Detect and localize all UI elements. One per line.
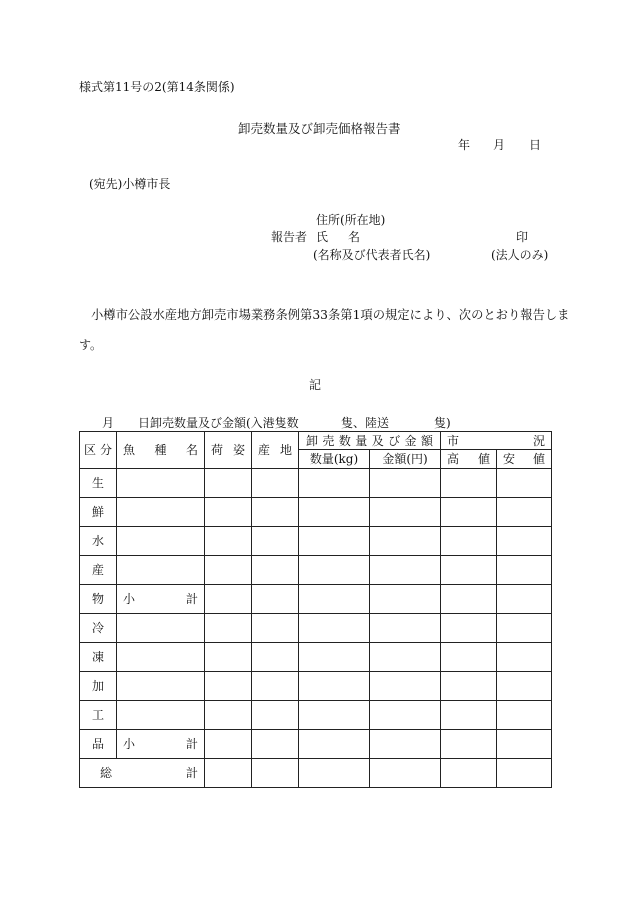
header-amount: 金額(円) (370, 450, 441, 469)
frozen-origin-cell (252, 672, 299, 701)
total-cell (370, 759, 441, 788)
fresh-low-cell (497, 469, 552, 498)
frozen-fish-cell (117, 643, 205, 672)
date-month: 月 (493, 138, 506, 152)
frozen-amount-cell (370, 643, 441, 672)
caption-ships: 隻、陸送 (341, 416, 390, 430)
frozen-qty-cell (299, 672, 370, 701)
fresh-subtotal-cell (497, 585, 552, 614)
fresh-category-char-2: 鮮 (80, 498, 117, 527)
frozen-pack-cell (205, 672, 252, 701)
date-day: 日 (529, 138, 542, 152)
fresh-qty-cell (299, 498, 370, 527)
frozen-subtotal-cell (299, 730, 370, 759)
frozen-subtotal-cell (370, 730, 441, 759)
fresh-subtotal-cell (441, 585, 497, 614)
fresh-low-cell (497, 556, 552, 585)
addressee: (宛先)小樽市長 (89, 177, 171, 191)
frozen-high-cell (441, 672, 497, 701)
fresh-subtotal-cell (299, 585, 370, 614)
frozen-category-char-2: 凍 (80, 643, 117, 672)
fresh-amount-cell (370, 527, 441, 556)
fresh-amount-cell (370, 498, 441, 527)
frozen-subtotal-cell (252, 730, 299, 759)
frozen-qty-cell (299, 701, 370, 730)
frozen-qty-cell (299, 614, 370, 643)
total-cell (299, 759, 370, 788)
frozen-subtotal-cell (441, 730, 497, 759)
seal-note: (法人のみ) (491, 248, 549, 262)
body-text-line2: す。 (79, 338, 103, 352)
fresh-qty-cell (299, 556, 370, 585)
caption-month: 月 (102, 416, 115, 430)
fresh-high-cell (441, 469, 497, 498)
frozen-low-cell (497, 701, 552, 730)
frozen-pack-cell (205, 701, 252, 730)
total-cell (252, 759, 299, 788)
frozen-pack-cell (205, 614, 252, 643)
frozen-category-char-4: 工 (80, 701, 117, 730)
name-label: 氏 名 (316, 230, 360, 244)
document-title: 卸売数量及び卸売価格報告書 (238, 121, 401, 136)
fresh-high-cell (441, 556, 497, 585)
fresh-low-cell (497, 527, 552, 556)
fresh-fish-cell (117, 469, 205, 498)
fresh-fish-cell (117, 498, 205, 527)
reporter-label: 報告者 (271, 230, 308, 244)
frozen-category-char-1: 冷 (80, 614, 117, 643)
frozen-pack-cell (205, 643, 252, 672)
caption-ships2: 隻) (434, 416, 451, 430)
fresh-subtotal-cell (205, 585, 252, 614)
address-label: 住所(所在地) (316, 213, 386, 227)
seal-mark: 印 (516, 230, 529, 244)
frozen-amount-cell (370, 614, 441, 643)
body-text-line1: 小樽市公設水産地方卸売市場業務条例第33条第1項の規定により、次のとおり報告しま (91, 308, 570, 322)
frozen-origin-cell (252, 614, 299, 643)
frozen-high-cell (441, 614, 497, 643)
frozen-origin-cell (252, 701, 299, 730)
fresh-category-char-1: 生 (80, 469, 117, 498)
frozen-category-char-5: 品 (80, 730, 117, 759)
fresh-origin-cell (252, 527, 299, 556)
header-category: 区 分 (80, 432, 117, 469)
grand-total-label: 総 計 (80, 759, 205, 788)
report-table (79, 431, 552, 788)
fresh-amount-cell (370, 469, 441, 498)
total-cell (205, 759, 252, 788)
fresh-origin-cell (252, 556, 299, 585)
fresh-pack-cell (205, 527, 252, 556)
fresh-fish-cell (117, 556, 205, 585)
frozen-amount-cell (370, 672, 441, 701)
header-quantity: 数量(kg) (299, 450, 370, 469)
frozen-low-cell (497, 643, 552, 672)
header-packaging: 荷 姿 (205, 432, 252, 469)
fresh-category-char-5: 物 (80, 585, 117, 614)
date-year: 年 (458, 138, 471, 152)
fresh-high-cell (441, 498, 497, 527)
header-origin: 産 地 (252, 432, 299, 469)
fresh-fish-cell (117, 527, 205, 556)
fresh-qty-cell (299, 469, 370, 498)
form-number: 様式第11号の2(第14条関係) (79, 80, 235, 94)
frozen-high-cell (441, 643, 497, 672)
frozen-subtotal-cell (497, 730, 552, 759)
header-fish-name: 魚 種 名 (117, 432, 205, 469)
fresh-low-cell (497, 498, 552, 527)
total-cell (441, 759, 497, 788)
frozen-low-cell (497, 672, 552, 701)
frozen-fish-cell (117, 701, 205, 730)
frozen-qty-cell (299, 643, 370, 672)
fresh-qty-cell (299, 527, 370, 556)
fresh-pack-cell (205, 469, 252, 498)
fresh-origin-cell (252, 498, 299, 527)
fresh-high-cell (441, 527, 497, 556)
fresh-subtotal-cell (252, 585, 299, 614)
fresh-subtotal-label: 小 計 (117, 585, 205, 614)
frozen-subtotal-cell (205, 730, 252, 759)
frozen-fish-cell (117, 614, 205, 643)
total-cell (497, 759, 552, 788)
fresh-amount-cell (370, 556, 441, 585)
caption-text: 日卸売数量及び金額(入港隻数 (138, 416, 299, 430)
frozen-category-char-3: 加 (80, 672, 117, 701)
frozen-origin-cell (252, 643, 299, 672)
frozen-subtotal-label: 小 計 (117, 730, 205, 759)
ki-heading: 記 (309, 378, 322, 392)
fresh-pack-cell (205, 498, 252, 527)
frozen-amount-cell (370, 701, 441, 730)
name-note: (名称及び代表者氏名) (313, 248, 431, 262)
fresh-pack-cell (205, 556, 252, 585)
fresh-category-char-4: 産 (80, 556, 117, 585)
fresh-origin-cell (252, 469, 299, 498)
frozen-fish-cell (117, 672, 205, 701)
frozen-low-cell (497, 614, 552, 643)
fresh-category-char-3: 水 (80, 527, 117, 556)
frozen-high-cell (441, 701, 497, 730)
header-wholesale-group: 卸 売 数 量 及 び 金 額 (299, 432, 441, 450)
fresh-subtotal-cell (370, 585, 441, 614)
header-low: 安 値 (497, 450, 552, 469)
header-market-group: 市 況 (441, 432, 552, 450)
header-high: 高 値 (441, 450, 497, 469)
